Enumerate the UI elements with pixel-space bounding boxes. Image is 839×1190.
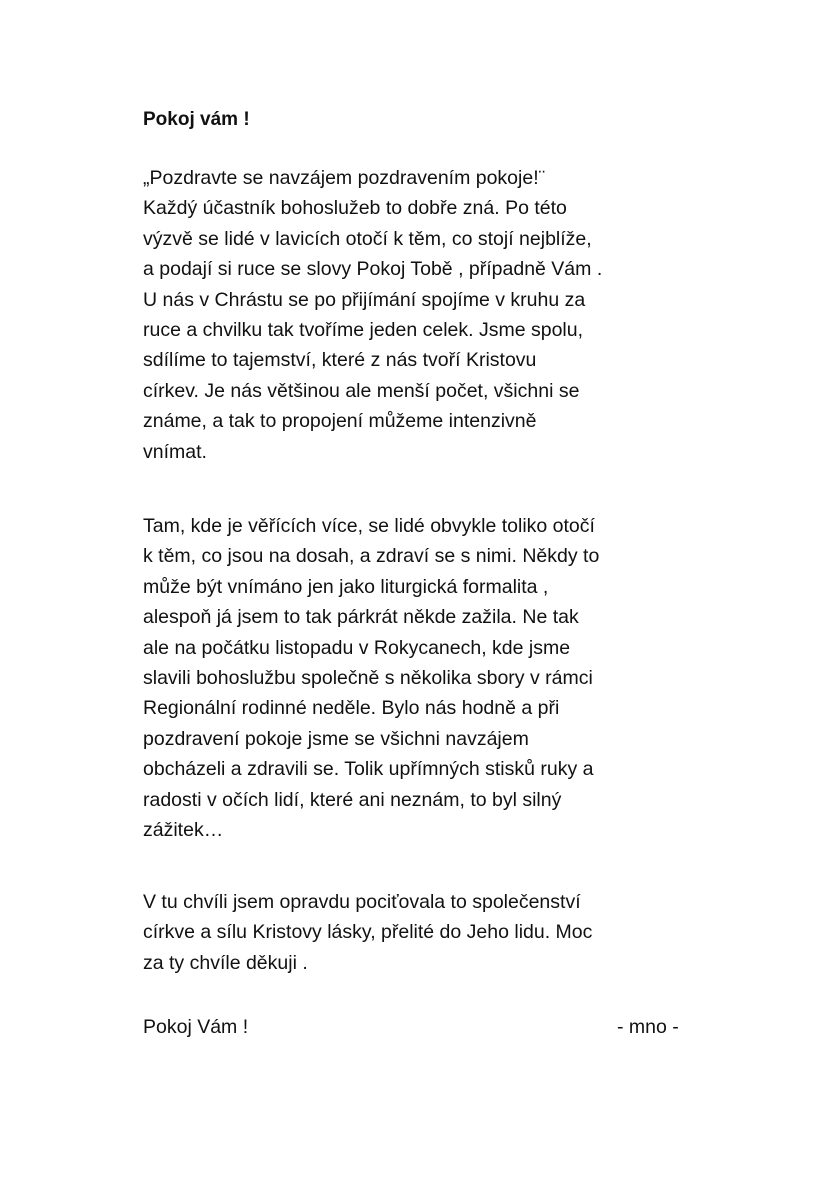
text-line: známe, a tak to propojení můžeme intenzivně: [143, 410, 537, 433]
author-signature: - mno -: [617, 1016, 679, 1038]
paragraph-3: [143, 887, 703, 978]
page-title: Pokoj vám !: [143, 109, 250, 130]
paragraph-1: [143, 163, 703, 467]
text-line: výzvě se lidé v lavicích otočí k těm, co stojí nejblíže,: [143, 227, 592, 250]
text-line: ruce a chvilku tak tvoříme jeden celek. Jsme spolu,: [143, 318, 584, 341]
text-line: U nás v Chrástu se po přijímání spojíme v kruhu za: [143, 288, 586, 311]
paragraph-2: [143, 511, 703, 845]
text-line: církve a sílu Kristovy lásky, přelité do Jeho lidu. Moc: [143, 921, 593, 944]
text-line: V tu chvíli jsem opravdu pociťovala to společenství: [143, 891, 581, 913]
text-line: za ty chvíle děkuji .: [143, 951, 308, 974]
text-line: vnímat.: [143, 440, 207, 463]
text-line: a podají si ruce se slovy Pokoj Tobě , případně Vám .: [143, 258, 603, 281]
text-line: Každý účastník bohoslužeb to dobře zná. Po této: [143, 197, 567, 220]
closing-greeting: Pokoj Vám !: [143, 1016, 249, 1038]
text-line: radosti v očích lidí, které ani neznám, to byl silný: [143, 788, 562, 811]
text-line: může být vnímáno jen jako liturgická formalita ,: [143, 575, 549, 598]
text-line: slavili bohoslužbu společně s několika sbory v rámci: [143, 666, 593, 689]
text-line: Tam, kde je věřících více, se lidé obvykle toliko otočí: [143, 515, 595, 537]
text-line: „Pozdravte se navzájem pozdravením pokoje!¨: [143, 167, 546, 189]
text-line: zážitek…: [143, 818, 224, 841]
text-line: ale na počátku listopadu v Rokycanech, kde jsme: [143, 636, 571, 659]
text-line: církev. Je nás většinou ale menší počet, všichni se: [143, 379, 580, 402]
text-line: pozdravení pokoje jsme se všichni navzájem: [143, 727, 529, 750]
text-line: alespoň já jsem to tak párkrát někde zažila. Ne tak: [143, 606, 579, 629]
text-line: obcházeli a zdravili se. Tolik upřímných stisků ruky a: [143, 758, 594, 781]
text-line: sdílíme to tajemství, které z nás tvoří Kristovu: [143, 349, 537, 372]
text-line: Regionální rodinné neděle. Bylo nás hodně a při: [143, 697, 560, 720]
text-line: k těm, co jsou na dosah, a zdraví se s nimi. Někdy to: [143, 545, 600, 568]
